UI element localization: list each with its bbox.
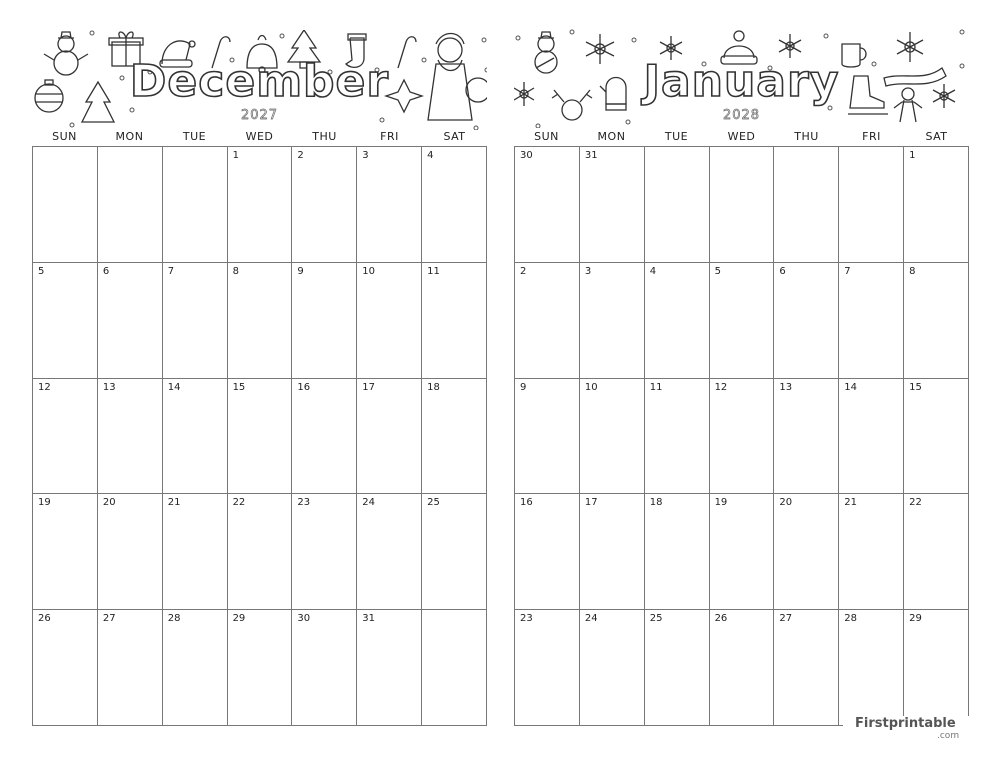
day-cell (515, 263, 580, 379)
day-cell (292, 494, 357, 610)
day-cell (774, 263, 839, 379)
day-number: 11 (427, 265, 440, 277)
day-number: 31 (362, 613, 376, 625)
day-number: 24 (362, 497, 376, 509)
day-number: 1 (909, 150, 916, 161)
day-number: 5 (38, 265, 45, 277)
day-number: 13 (102, 381, 116, 393)
day-cell (228, 263, 293, 379)
day-cell (33, 147, 98, 263)
weekday-header (32, 130, 487, 146)
day-cell (228, 147, 293, 263)
day-cell (904, 379, 969, 495)
day-number: 7 (844, 265, 851, 277)
day-cell (904, 263, 969, 379)
day-number: 15 (909, 381, 922, 393)
weekday-fri: FRI (380, 130, 399, 143)
january-calendar (514, 0, 969, 625)
day-cell (357, 379, 422, 495)
day-cell (357, 494, 422, 610)
day-cell (228, 379, 293, 495)
weekday-fri: FRI (862, 130, 881, 143)
january-header (514, 0, 969, 130)
day-number: 17 (584, 497, 598, 509)
day-grid (32, 146, 487, 726)
brand-logo (843, 716, 973, 746)
day-number: 4 (649, 265, 657, 277)
day-number: 26 (38, 613, 51, 625)
day-cell (422, 379, 487, 495)
day-number: 31 (584, 150, 598, 161)
day-cell (580, 494, 645, 610)
weekday-header (514, 130, 969, 146)
day-number: 28 (844, 613, 858, 625)
day-number: 10 (362, 265, 376, 277)
day-number: 12 (714, 381, 728, 393)
day-number: 12 (38, 381, 51, 393)
day-cell (774, 147, 839, 263)
day-cell (98, 610, 163, 726)
day-cell (645, 379, 710, 495)
day-cell (515, 147, 580, 263)
day-cell (422, 147, 487, 263)
day-cell (292, 379, 357, 495)
day-cell (515, 494, 580, 610)
day-cell (710, 379, 775, 495)
day-cell (904, 147, 969, 263)
weekday-tue: TUE (182, 130, 207, 143)
day-cell (839, 494, 904, 610)
december-header (32, 0, 487, 130)
day-number: 13 (779, 381, 793, 393)
brand-domain: .com (937, 731, 960, 741)
day-cell (422, 494, 487, 610)
day-number: 24 (584, 613, 598, 625)
day-number: 30 (297, 613, 311, 625)
day-cell (710, 147, 775, 263)
day-number: 3 (362, 150, 369, 161)
day-cell (228, 610, 293, 726)
day-cell (98, 494, 163, 610)
day-cell (33, 610, 98, 726)
day-number: 19 (38, 497, 51, 509)
day-number: 21 (844, 497, 858, 509)
year-label: 2027 (240, 108, 279, 123)
day-cell (163, 610, 228, 726)
day-cell (710, 263, 775, 379)
day-number: 6 (102, 265, 110, 277)
day-number: 27 (102, 613, 116, 625)
brand-name: Firstprintable (855, 716, 956, 731)
day-cell (422, 263, 487, 379)
day-number: 6 (779, 265, 786, 277)
weekday-sat: SAT (925, 130, 948, 143)
day-number: 5 (714, 265, 721, 277)
weekday-thu: THU (794, 130, 819, 143)
day-cell (580, 147, 645, 263)
day-number: 4 (427, 150, 434, 161)
day-number: 3 (584, 265, 592, 277)
day-number: 19 (714, 497, 728, 509)
day-cell (774, 379, 839, 495)
day-cell (710, 610, 775, 726)
day-number: 26 (714, 613, 728, 625)
weekday-wed: WED (245, 130, 274, 143)
day-cell (774, 494, 839, 610)
day-number: 30 (520, 150, 533, 161)
day-number: 23 (520, 613, 533, 625)
month-title: December (129, 56, 390, 107)
day-cell (839, 379, 904, 495)
day-cell (839, 263, 904, 379)
day-cell (580, 610, 645, 726)
day-cell (33, 263, 98, 379)
weekday-mon: MON (115, 130, 144, 143)
day-cell (357, 147, 422, 263)
day-number: 29 (909, 613, 922, 625)
day-number: 22 (232, 497, 246, 509)
day-cell (292, 147, 357, 263)
day-cell (163, 263, 228, 379)
weekday-thu: THU (312, 130, 337, 143)
day-cell (33, 494, 98, 610)
day-number: 10 (584, 381, 598, 393)
day-cell (163, 379, 228, 495)
day-cell (357, 610, 422, 726)
day-cell (163, 494, 228, 610)
day-number: 20 (102, 497, 116, 509)
day-cell (645, 263, 710, 379)
day-number: 8 (909, 265, 916, 277)
day-number: 9 (297, 265, 304, 277)
day-number: 18 (649, 497, 663, 509)
day-cell (645, 610, 710, 726)
snowflake-icon (779, 34, 801, 58)
day-cell (33, 379, 98, 495)
weekday-wed: WED (727, 130, 756, 143)
weekday-sat: SAT (443, 130, 466, 143)
day-cell (98, 263, 163, 379)
year-label: 2028 (722, 108, 761, 123)
weekday-sun: SUN (52, 130, 77, 143)
day-cell (774, 610, 839, 726)
day-number: 2 (520, 265, 527, 277)
day-cell (357, 263, 422, 379)
day-number: 28 (167, 613, 181, 625)
day-grid (514, 146, 969, 726)
day-number: 11 (649, 381, 663, 393)
day-cell (839, 610, 904, 726)
weekday-mon: MON (597, 130, 626, 143)
day-cell (710, 494, 775, 610)
day-cell (98, 147, 163, 263)
day-number: 1 (232, 150, 239, 161)
december-calendar (32, 0, 487, 625)
weekday-sun: SUN (534, 130, 559, 143)
day-cell (645, 494, 710, 610)
day-number: 23 (297, 497, 311, 509)
day-number: 14 (844, 381, 858, 393)
day-number: 25 (649, 613, 663, 625)
day-number: 2 (297, 150, 304, 161)
day-number: 27 (779, 613, 793, 625)
day-number: 25 (427, 497, 440, 509)
day-number: 15 (232, 381, 246, 393)
day-number: 21 (167, 497, 181, 509)
month-title: January (643, 56, 840, 107)
day-number: 29 (232, 613, 246, 625)
day-cell (839, 147, 904, 263)
day-number: 9 (520, 381, 527, 393)
day-cell (580, 263, 645, 379)
day-cell (163, 147, 228, 263)
day-cell (422, 610, 487, 726)
day-cell (292, 610, 357, 726)
day-cell (98, 379, 163, 495)
day-number: 7 (167, 265, 175, 277)
day-number: 8 (232, 265, 239, 277)
day-cell (904, 610, 969, 726)
day-cell (292, 263, 357, 379)
day-cell (515, 379, 580, 495)
weekday-tue: TUE (664, 130, 689, 143)
day-number: 20 (779, 497, 793, 509)
day-cell (645, 147, 710, 263)
day-number: 14 (167, 381, 181, 393)
day-number: 16 (520, 497, 533, 509)
day-cell (580, 379, 645, 495)
day-number: 22 (909, 497, 922, 509)
day-cell (228, 494, 293, 610)
day-number: 17 (362, 381, 376, 393)
day-number: 18 (427, 381, 440, 393)
day-cell (515, 610, 580, 726)
day-cell (904, 494, 969, 610)
day-number: 16 (297, 381, 311, 393)
